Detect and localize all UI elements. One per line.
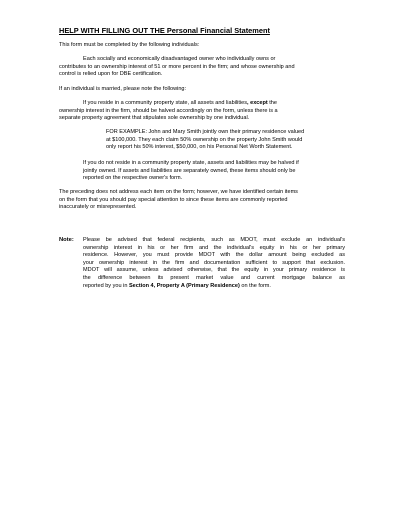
individuals-line-3: control is relied upon for DBE certification. [59, 71, 163, 78]
note-line-6: the difference between its present market value and current mortgage balance as [83, 274, 345, 281]
non-community-line-3: reported on the respective owner's form. [83, 175, 183, 182]
note-last-pre: reported by you in [83, 282, 129, 289]
community-line-2: ownership interest in the firm, should be halved accordingly on the form, unless there is a [59, 107, 278, 114]
note-line-7 [83, 283, 345, 291]
document-title: HELP WITH FILLING OUT THE Personal Financial Statement [59, 26, 270, 35]
note-line-4: your ownership interest in the firm and documentation sufficient to support that exclusion. [83, 259, 345, 266]
note-paragraph [83, 237, 345, 290]
individuals-line-2: contributes to an ownership interest of 51 or more percent in the firm; and whose ownership and [59, 63, 295, 70]
preceding-paragraph [59, 189, 298, 212]
intro-text: This form must be completed by the following individuals: [59, 42, 200, 48]
example-line-1: FOR EXAMPLE: John and Mary Smith jointly own their primary residence valued [106, 129, 305, 135]
preceding-line-2: on the form that you should pay special attention to since these items are commonly reported [59, 196, 288, 203]
community-line-3: separate property agreement that stipulates sole ownership by one individual. [59, 115, 250, 122]
preceding-line-1: The preceding does not address each item on the form; however, we have identified certain items [59, 189, 298, 195]
example-paragraph [106, 129, 304, 152]
example-line-2: at $100,000. They each claim 50% ownership on the property John Smith would [106, 136, 303, 143]
community-except-bold: , except [247, 100, 268, 106]
community-line-1-pre: If you reside in a community property state, all assets and liabilities [83, 100, 248, 106]
note-section-reference: Section 4, Property A (Primary Residence) [128, 282, 240, 289]
note-line-1: Please be advised that federal recipients, such as MDOT, must exclude an individual's [83, 237, 345, 243]
non-community-paragraph [83, 160, 299, 183]
note-line-3: residence. However, you must provide MDOT with the dollar amount being excluded as [83, 252, 345, 259]
note-line-5: MDOT will assume, unless advised otherwise, that the equity in your primary residence is [83, 267, 345, 274]
non-community-line-1: If you do not reside in a community property state, assets and liabilities may be halved if [83, 160, 299, 166]
community-line-1-post: the [267, 100, 277, 106]
community-line-1 [59, 100, 278, 108]
married-intro-text: If an individual is married, please note the following: [59, 86, 187, 92]
note-last-post: on the form. [239, 282, 271, 289]
individuals-paragraph [59, 56, 342, 79]
note-line-2: ownership interest in his or her firm and the individual's equity in his or her primary [83, 244, 345, 251]
community-property-paragraph [59, 100, 278, 123]
individuals-line-1: Each socially and economically disadvantaged owner who individually owns or [83, 56, 276, 62]
non-community-line-2: jointly owned. If assets and liabilities are separately owned, these items should only be [83, 167, 296, 174]
note-label: Note: [59, 237, 74, 243]
example-line-3: only report his 50% interest, $50,000, on his Personal Net Worth Statement. [106, 144, 293, 151]
preceding-line-3: inaccurately or misrepresented. [59, 204, 137, 211]
